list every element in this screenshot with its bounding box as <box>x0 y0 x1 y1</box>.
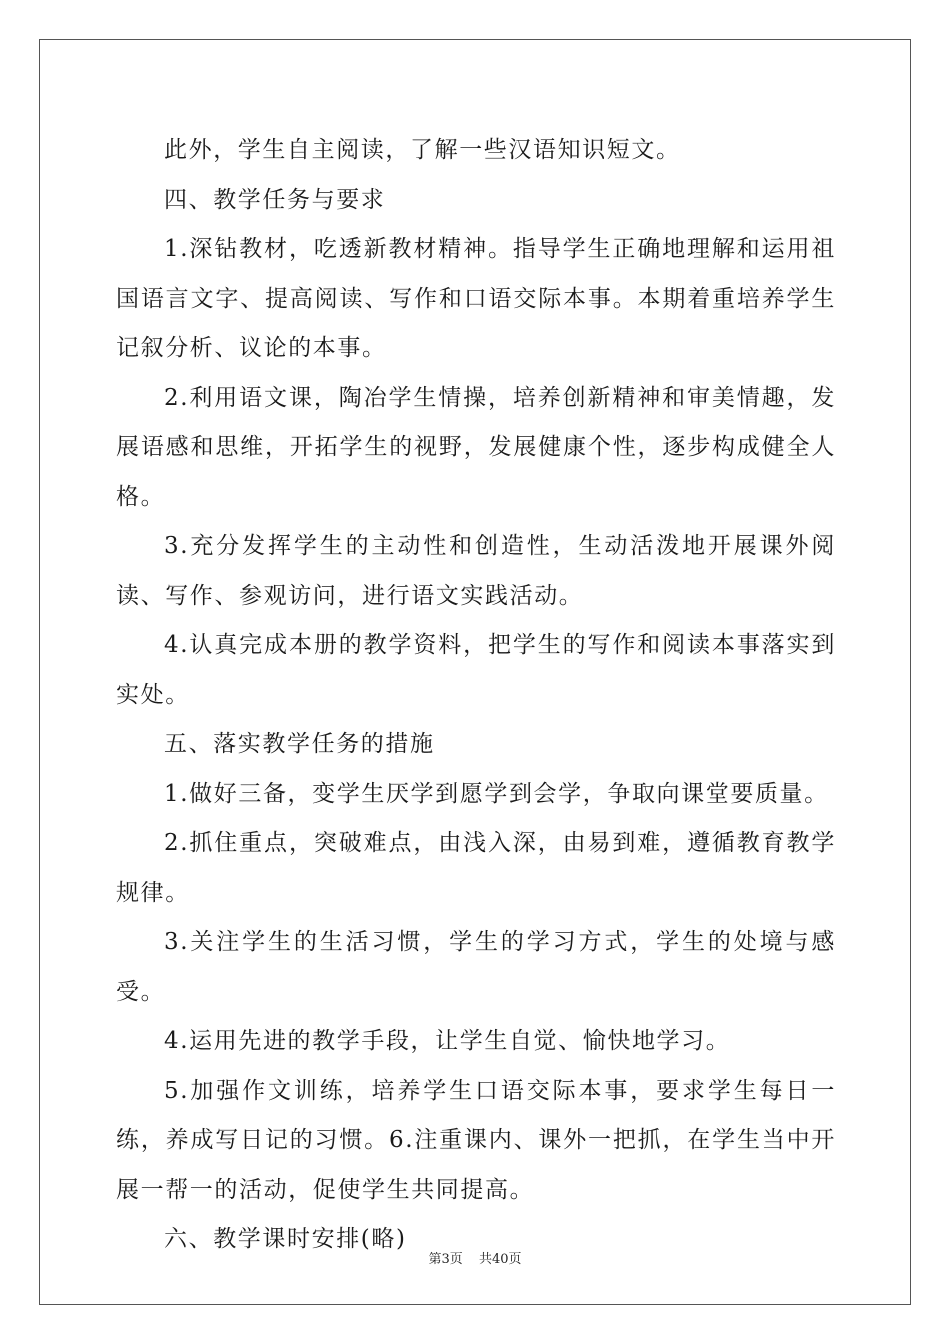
document-body <box>116 126 836 1265</box>
page-number: 第3页 <box>428 1252 463 1267</box>
paragraph: 此外，学生自主阅读，了解一些汉语知识短文。 <box>164 137 681 163</box>
paragraph: 1.深钻教材，吃透新教材精神。指导学生正确地理解和运用祖国语言文字、提高阅读、写作和口语交际本事。本期着重培养学生记叙分析、议论的本事。 <box>116 236 836 361</box>
section-heading: 五、落实教学任务的措施 <box>164 731 435 757</box>
paragraph: 2.抓住重点，突破难点，由浅入深，由易到难，遵循教育教学规律。 <box>116 830 836 906</box>
paragraph: 3.充分发挥学生的主动性和创造性，生动活泼地开展课外阅读、写作、参观访问，进行语文实践活动。 <box>116 533 836 609</box>
section-heading: 四、教学任务与要求 <box>164 186 386 213</box>
paragraph: 5.加强作文训练，培养学生口语交际本事，要求学生每日一练，养成写日记的习惯。6.注重课内、课外一把抓，在学生当中开展一帮一的活动，促使学生共同提高。 <box>116 1077 836 1203</box>
paragraph: 4.运用先进的教学手段，让学生自觉、愉快地学习。 <box>164 1028 731 1054</box>
section-heading: 六、教学课时安排(略) <box>164 1226 407 1252</box>
paragraph: 3.关注学生的生活习惯，学生的学习方式，学生的处境与感受。 <box>116 929 836 1005</box>
paragraph: 2.利用语文课，陶冶学生情操，培养创新精神和审美情趣，发展语感和思维，开拓学生的视野，发展健康个性，逐步构成健全人格。 <box>116 384 836 510</box>
paragraph: 1.做好三备，变学生厌学到愿学到会学，争取向课堂要质量。 <box>164 780 829 807</box>
paragraph: 4.认真完成本册的教学资料，把学生的写作和阅读本事落实到实处。 <box>116 632 836 708</box>
page-footer <box>0 1248 950 1267</box>
page-total: 共40页 <box>478 1252 522 1267</box>
